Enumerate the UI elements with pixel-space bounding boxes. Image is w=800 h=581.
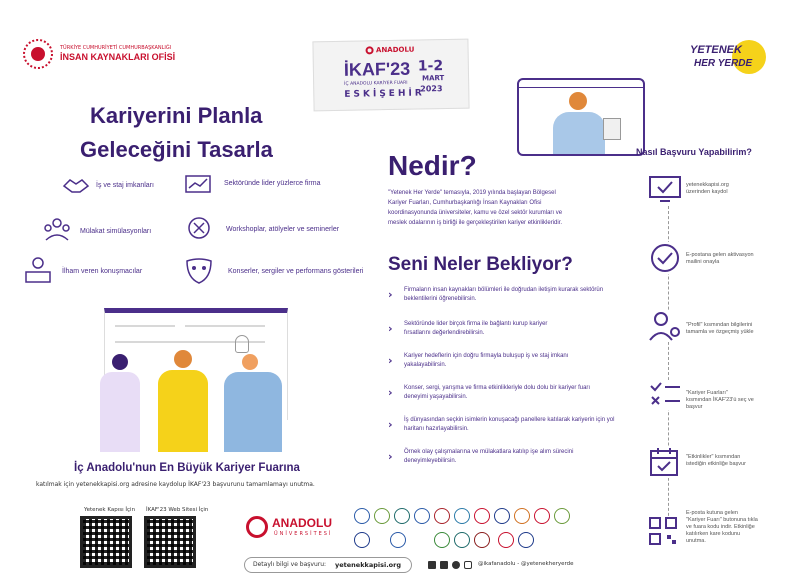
group-icon [42,216,72,242]
event-city: ESKİŞEHİR [344,88,425,100]
partner-logo-icon [434,532,450,548]
handshake-icon [62,176,90,196]
chevron-right-icon: › [388,322,393,335]
checklist-icon [648,380,682,410]
chevron-right-icon: › [388,288,393,301]
partner-logo-icon [474,508,490,524]
social-handles: @ikafanadolu - @yetenekheryerde [478,561,574,567]
speaker-icon [22,256,54,286]
yetenek-brand-logo [690,38,770,78]
feature-label: İş ve staj imkanları [96,182,154,189]
laptop-illustration [517,78,645,156]
partner-logo-icon [498,532,514,548]
partner-logo-icon [474,532,490,548]
partner-logo-icon [494,508,510,524]
linkedin-icon[interactable] [428,561,436,569]
brand-line1: YETENEK [690,44,742,56]
feature-item [42,216,182,244]
footer-subtext: katılmak için yetenekkapisi.org adresine kaydolup İKAF'23 başvurunu tamamlamayı unutma. [36,481,315,488]
chevron-right-icon: › [388,450,393,463]
partner-logo-icon [514,508,530,524]
person-head-icon [112,354,128,370]
partner-logo-icon [374,508,390,524]
tools-icon [184,214,214,242]
qr-code-ikaf[interactable] [144,516,196,568]
monitor-check-icon [648,174,682,204]
step-item: "Etkinlikler" kısmından istediğin etkinliğe başvur [648,446,788,482]
anadolu-mark-icon [246,516,268,538]
ministry-emblem-icon [22,38,54,70]
ministry-line1: TÜRKİYE CUMHURİYETİ CUMHURBAŞKANLIĞI [60,45,172,51]
event-year: 2023 [420,84,443,94]
partner-logo-icon [518,532,534,548]
partner-logo-icon [354,532,370,548]
info-prefix: Detaylı bilgi ve başvuru: [253,561,327,568]
person-head-icon [242,354,258,370]
event-dates: 1-2 [417,58,444,75]
anadolu-mark-icon [365,46,373,54]
chevron-right-icon: › [388,354,393,367]
user-gear-icon [648,310,682,342]
step-item: yetenekkapisi.org üzerinden kaydol [648,174,788,210]
partner-logo-icon [354,508,370,524]
ministry-logo [22,38,202,72]
bekliyor-title: Seni Neler Bekliyor? [388,254,573,275]
partner-logos [354,508,584,554]
feature-item [184,214,374,244]
university-logo: ANADOLU [365,46,414,55]
step-item: E-postana gelen aktivasyon mailini onayla [648,242,788,278]
masks-icon [184,256,214,286]
brand-line2: HER YERDE [694,58,753,69]
check-circle-icon [648,242,682,274]
chevron-right-icon: › [388,418,393,431]
social-bar [428,560,588,572]
person-body-icon [553,112,605,154]
person-body-icon [224,372,282,452]
ministry-line2: İNSAN KAYNAKLARI OFİSİ [60,52,176,62]
person-body-icon [158,370,208,452]
feature-label: Mülakat simülasyonları [80,228,152,235]
feature-item [184,256,394,288]
instagram-icon[interactable] [464,561,472,569]
person-head-icon [174,350,192,368]
clipboard-icon [603,118,621,140]
info-link[interactable]: yetenekkapisi.org [335,561,401,569]
facebook-icon[interactable] [440,561,448,569]
feature-label: Sektöründe lider yüzlerce firma [224,180,321,187]
footer-headline: İç Anadolu'nun En Büyük Kariyer Fuarına [74,462,300,474]
qr1-label: Yetenek Kapısı İçin [84,507,136,513]
step-item: E-posta kutuna gelen "Kariyer Fuarı" butonuna tıkla ve fuara kodu indir. Etkinliğe katılırken kare kodunu unutma. [648,510,788,556]
partner-logo-icon [534,508,550,524]
event-month: MART [421,74,445,83]
event-name: İKAF'23 [343,58,411,80]
feature-label: İlham veren konuşmacılar [62,268,143,275]
step-item: "Kariyer Fuarları" kısmından İKAF'23'ü seç ve başvur [648,380,788,416]
qr-icon [648,516,678,546]
person-body-icon [100,372,140,452]
partner-logo-icon [394,508,410,524]
hero-title-line2: Geleceğini Tasarla [80,137,273,162]
partner-logo-icon [554,508,570,524]
qr2-label: İKAF'23 Web Sitesi İçin [146,507,209,513]
event-card [312,39,469,112]
partner-logo-icon [414,508,430,524]
chevron-right-icon: › [388,386,393,399]
partner-logo-icon [390,532,406,548]
people-illustration [96,348,296,454]
steps-title: Nasıl Başvuru Yapabilirim? [636,147,752,157]
feature-item [62,176,182,200]
twitter-icon[interactable] [452,561,460,569]
partner-logo-icon [454,508,470,524]
nedir-body: "Yetenek Her Yerde" temasıyla, 2019 yılında başlayan Bölgesel Kariyer Fuarları, Cumhurbaşkanlığı İnsan Kaynakları Ofisi koordinasyonunda üniversiteler, kamu ve özel sektör kurumları ve meslek odalarının iş birliği ile gerçekleştirilen kariyer etkinlikleridir. [388,190,563,226]
feature-label: Workshoplar, atölyeler ve seminerler [226,226,340,233]
info-pill[interactable] [244,557,412,573]
feature-label: Konserler, sergiler ve performans gösterileri [228,268,364,275]
event-subtitle: İÇ ANADOLU KARİYER FUARI [344,80,408,87]
anadolu-university-logo: ANADOLU ÜNİVERSİTESİ [246,512,346,548]
hero-title-line1: Kariyerini Planla [90,103,263,128]
feature-item [184,172,364,198]
step-item: "Profil" kısmından bilgilerini tamamla ve özgeçmiş yükle [648,310,788,346]
chart-icon [184,172,212,196]
feature-item [22,256,182,286]
calendar-icon [648,446,680,478]
partner-logo-icon [454,532,470,548]
nedir-title: Nedir? [388,150,477,181]
qr-code-yetenek[interactable] [80,516,132,568]
person-head-icon [569,92,587,110]
partner-logo-icon [434,508,450,524]
